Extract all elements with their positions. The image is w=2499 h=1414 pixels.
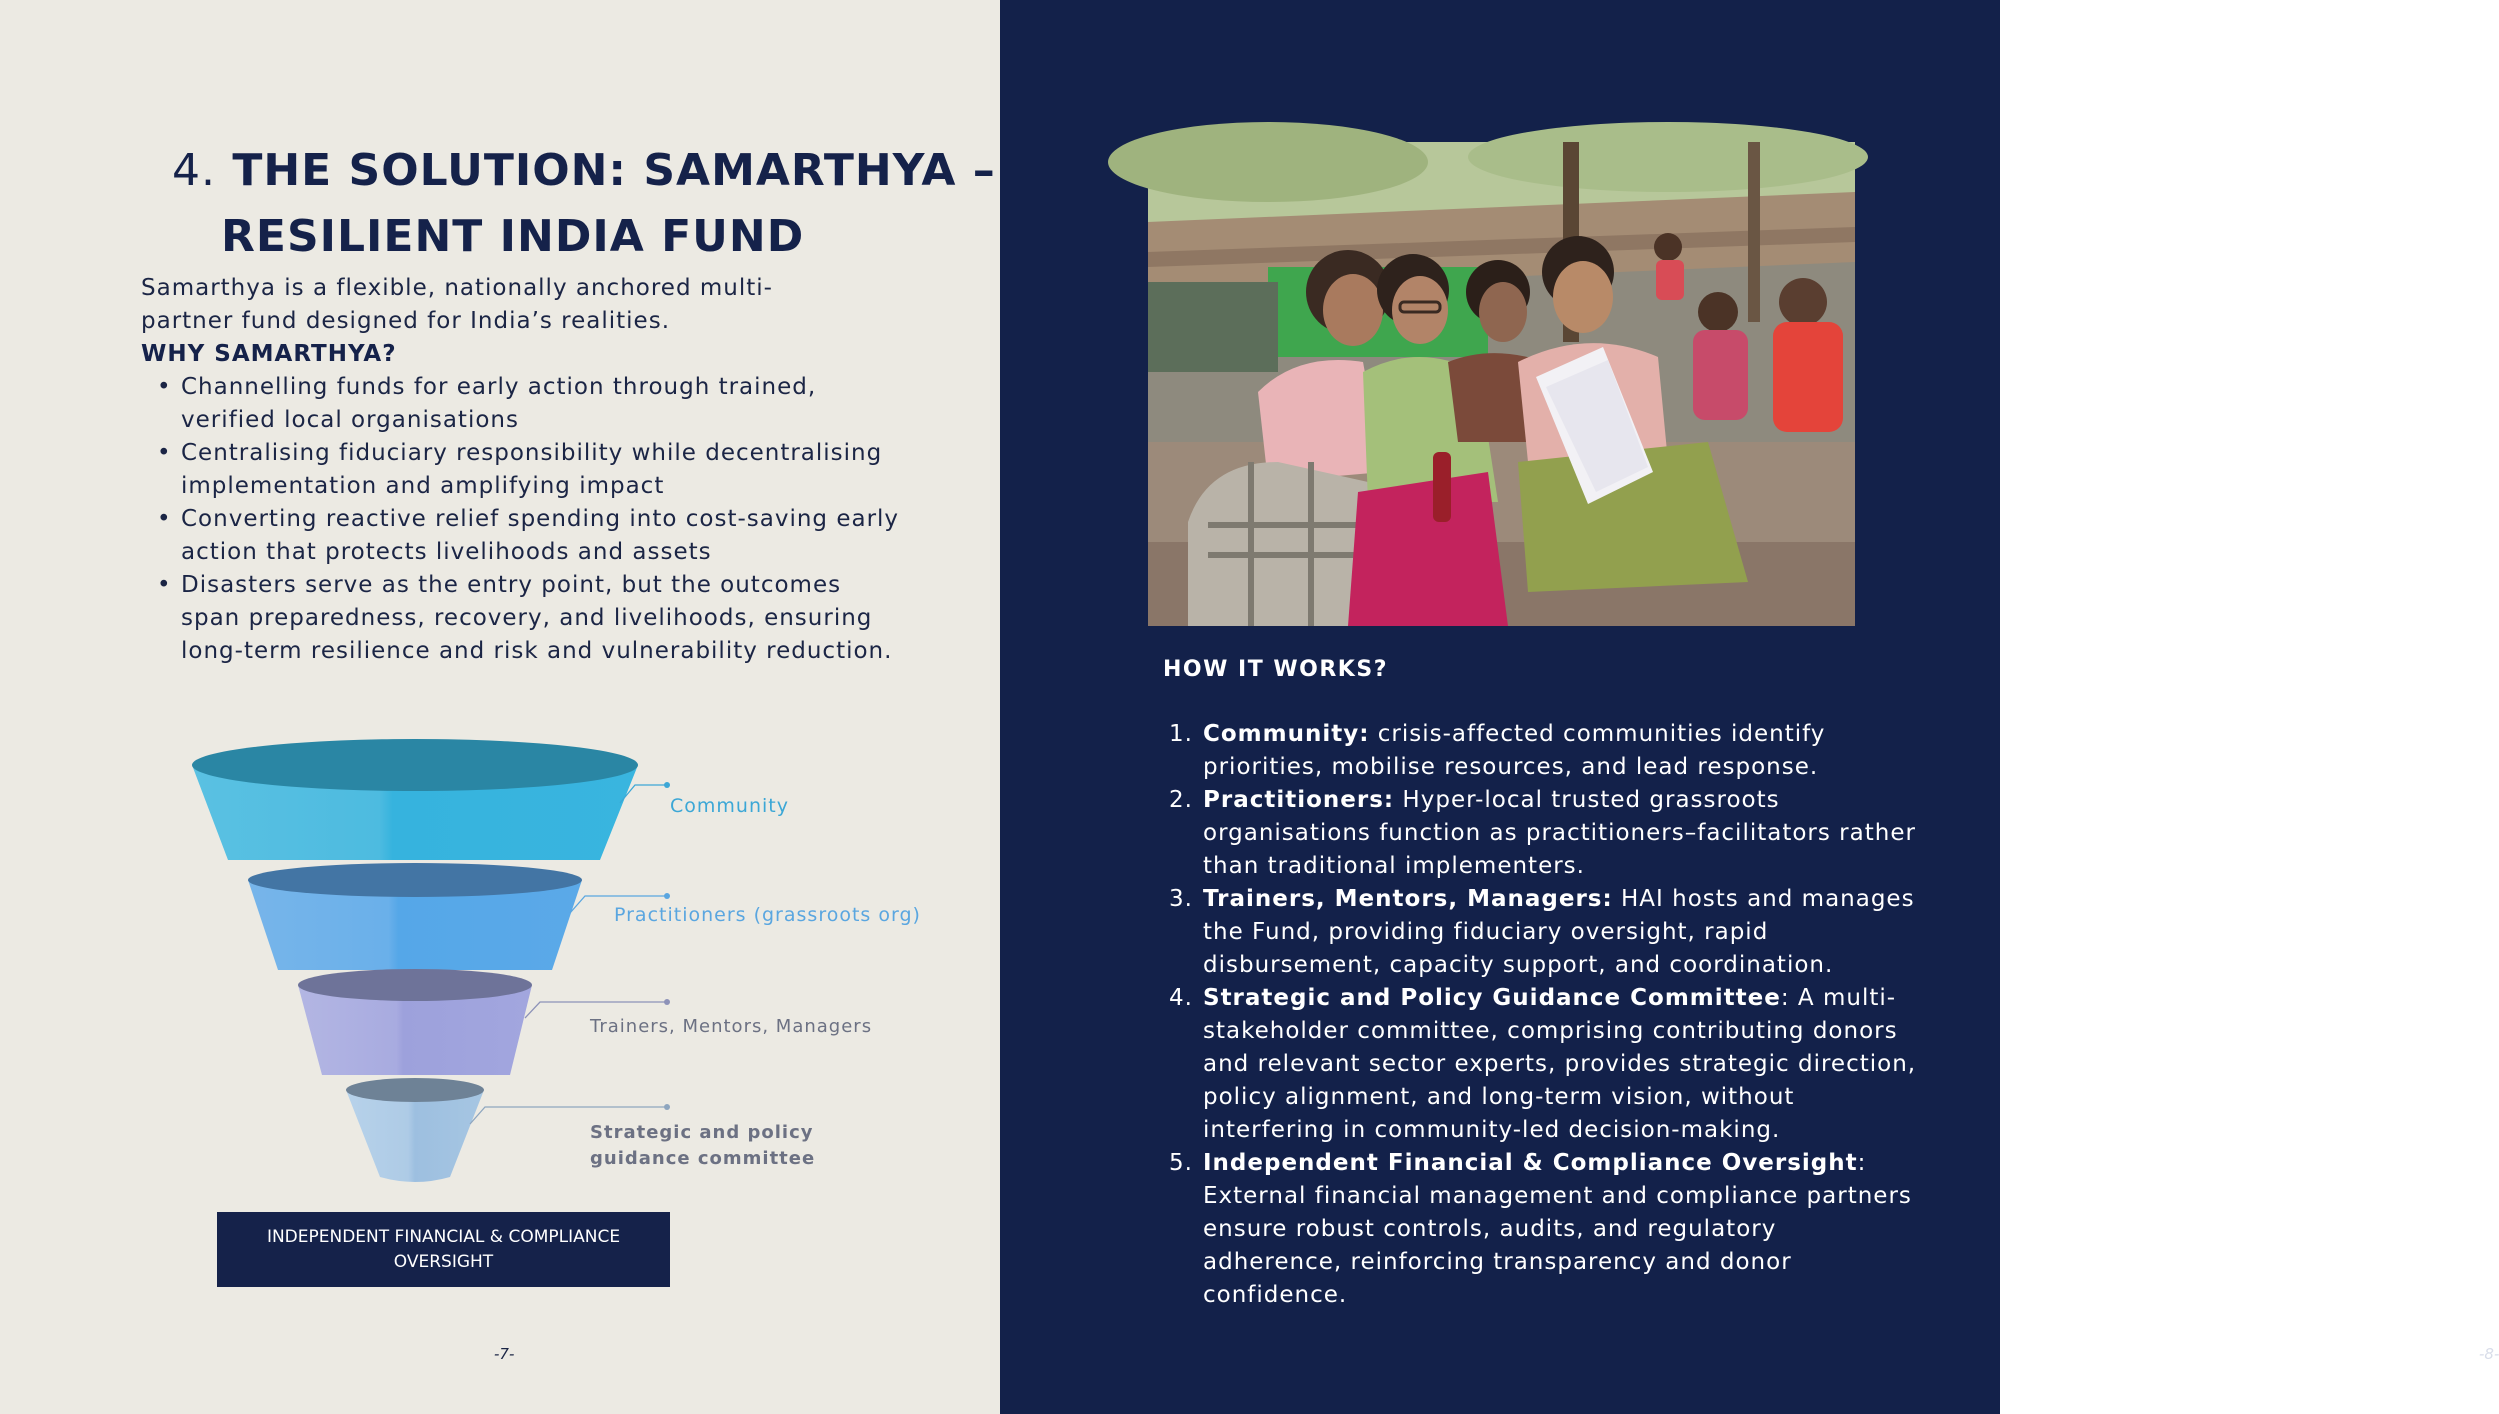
funnel-tier-practitioners [248, 863, 582, 970]
photo-women-meeting-icon [1148, 142, 1855, 626]
step-number: 4. [1169, 985, 1193, 1011]
funnel-tier-community [192, 739, 638, 860]
how-it-works-heading: HOW IT WORKS? [1163, 657, 1388, 682]
funnel-tier-committee [346, 1078, 484, 1182]
bullet-item: • Channelling funds for early action through trained, verified local organisations [181, 371, 901, 437]
how-it-works-list [1163, 718, 1923, 1312]
step-text: Hyper-local trusted grassroots organisations function as practitioners–facilitators rather than traditional implementers. [1203, 787, 1916, 879]
funnel-label-committee: Strategic and policy guidance committee [590, 1122, 816, 1169]
step-text: : External financial management and compliance partners ensure robust controls, audits, and regulatory adherence, reinforcing transparency and donor confidence. [1203, 1150, 1912, 1308]
step-number: 3. [1169, 886, 1193, 912]
bullet-item: • Disasters serve as the entry point, but the outcomes span preparedness, recovery, and livelihoods, ensuring long-term resilience and risk and vulnerability reduction. [181, 569, 901, 668]
title-line-2: RESILIENT INDIA FUND [221, 211, 805, 262]
bullet-item: • Converting reactive relief spending into cost-saving early action that protects livelihoods and assets [181, 503, 901, 569]
intro-paragraph: Samarthya is a flexible, nationally anchored multi-partner fund designed for India’s realities. [141, 275, 773, 334]
bullet-item: • Centralising fiduciary responsibility while decentralising implementation and amplifying impact [181, 437, 901, 503]
step-item [1169, 718, 1923, 784]
page-number-right: -8- [2479, 1345, 2499, 1363]
step-text: : A multi-stakeholder committee, comprising contributing donors and relevant sector experts, provides strategic direction, policy alignment, and long-term vision, without interfering in community-led decision-making. [1203, 985, 1917, 1143]
step-item [1169, 1147, 1923, 1312]
step-title: Strategic and Policy Guidance Committee [1203, 985, 1781, 1011]
oversight-box: INDEPENDENT FINANCIAL & COMPLIANCE OVERSIGHT [217, 1212, 670, 1287]
why-heading: WHY SAMARTHYA? [141, 341, 397, 367]
step-number: 5. [1169, 1150, 1193, 1176]
funnel-label-practitioners: Practitioners (grassroots org) [614, 904, 921, 926]
step-title: Trainers, Mentors, Managers: [1203, 886, 1613, 912]
step-item [1169, 883, 1923, 982]
title-line-1: THE SOLUTION: SAMARTHYA – [232, 145, 996, 196]
step-number: 1. [1169, 721, 1193, 747]
why-bullet-list [141, 371, 901, 668]
step-item [1169, 784, 1923, 883]
funnel-tier-trainers [298, 969, 532, 1075]
step-text: HAI hosts and manages the Fund, providing fiduciary oversight, rapid disbursement, capacity support, and coordination. [1203, 886, 1915, 978]
funnel-label-community: Community [670, 795, 789, 817]
step-number: 2. [1169, 787, 1193, 813]
step-title: Independent Financial & Compliance Oversight [1203, 1150, 1858, 1176]
community-photo [1148, 142, 1855, 626]
step-item [1169, 982, 1923, 1147]
funnel-label-trainers: Trainers, Mentors, Managers [590, 1016, 873, 1037]
section-number: 4. [172, 145, 216, 196]
step-title: Practitioners: [1203, 787, 1395, 813]
funnel-diagram [180, 725, 680, 1185]
page-title [172, 138, 996, 270]
page-number-left: -7- [494, 1345, 515, 1363]
left-page [0, 0, 1000, 1414]
step-text: crisis-affected communities identify priorities, mobilise resources, and lead response. [1203, 721, 1826, 780]
step-title: Community: [1203, 721, 1370, 747]
